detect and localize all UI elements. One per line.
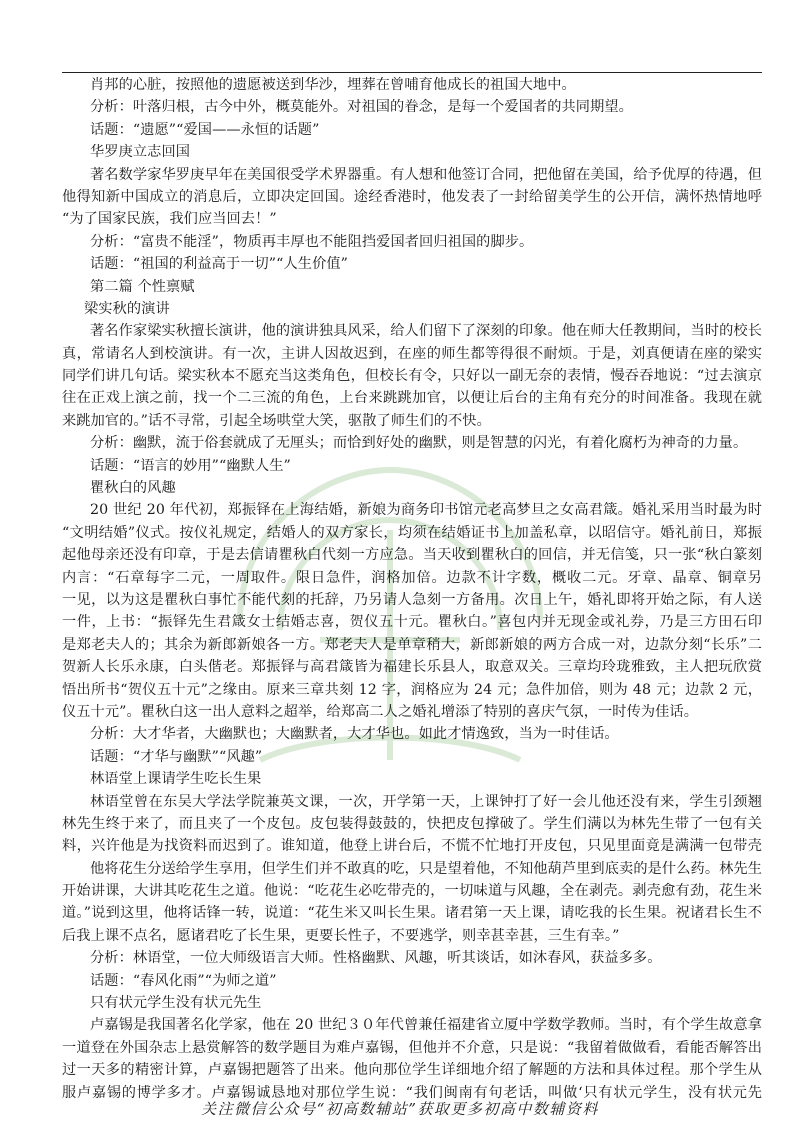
- text-line: 开始讲课，大讲其吃花生之道。他说：“吃花生必吃带壳的，一切味道与风趣，全在剥壳。剥壳愈有劲，花生米: [62, 883, 762, 900]
- text-line: 道。”说到这里，他将话锋一转，说道：“花生米又叫长生果。诸君第一天上课，请吃我的长生果。祝诸君长生不: [62, 905, 762, 922]
- text-line: “为了国家民族，我们应当回去！”: [62, 211, 277, 228]
- text-line: 瞿秋白的风趣: [90, 480, 176, 497]
- text-line: 话题：“春风化雨”“为师之道”: [90, 972, 277, 989]
- text-line: “文明结婚”仪式。按仪礼规定，结婚人的双方家长，均须在结婚证书上加盖私章，以昭信守。婚礼前日，郑振: [62, 524, 762, 541]
- text-line: 料，兴许他是为找资料而迟到了。谁知道，他登上讲台后，不慌不忙地打开皮包，只见里面竟是满满一包带壳: [62, 838, 762, 855]
- text-line: 林语堂曾在东吴大学法学院兼英文课，一次，开学第一天，上课钟打了好一会儿他还没有来，学生引颈翘: [90, 793, 762, 810]
- text-line: 过一天多的精密计算，卢嘉锡把题答了出来。他向那位学生详细地介绍了解题的方法和具体过程。那个学生从: [62, 1062, 762, 1079]
- text-line: 分析：林语堂，一位大师级语言大师。性格幽默、风趣，听其谈话，如沐春风，获益多多。: [90, 950, 662, 967]
- text-line: 服卢嘉锡的博学多才。卢嘉锡诚恳地对那位学生说：“我们闽南有句老话，叫做‘只有状元学生，没有状元先: [62, 1084, 762, 1101]
- text-line: 分析：大才华者，大幽默也；大幽默者，大才华也。如此才情逸致，当为一时佳话。: [90, 726, 619, 743]
- text-line: 著名数学家华罗庚早年在美国很受学术界器重。有人想和他签订合同，把他留在美国，给予优厚的待遇，但: [90, 166, 762, 183]
- text-line: 他将花生分送给学生享用，但学生们并不敢真的吃，只是望着他，不知他葫芦里到底卖的是什么药。林先生: [90, 860, 762, 877]
- text-line: 分析：叶落归根，古今中外，概莫能外。对祖国的眷念，是每一个爱国者的共同期望。: [90, 99, 633, 116]
- text-line: 起他母亲还没有印章，于是去信请瞿秋白代刻一方应急。当天收到瞿秋白的回信，并无信笺，只一张“秋白篆刻: [62, 547, 762, 564]
- text-line: 卢嘉锡是我国著名化学家，他在 20 世纪３０年代曾兼任福建省立厦中学数学教师。当时，有个学生故意拿: [90, 1017, 762, 1034]
- text-line: 话题：“语言的妙用”“幽默人生”: [90, 457, 291, 474]
- text-line: 只有状元学生没有状元先生: [90, 995, 262, 1012]
- footer-note: 关注微信公众号“初高数辅站”获取更多初高中数辅资料: [201, 1100, 599, 1118]
- text-line: 梁实秋的演讲: [84, 300, 170, 317]
- text-line: 话题：“遗愿”“爱国——永恒的话题”: [90, 121, 320, 138]
- text-line: 肖邦的心脏，按照他的遗愿被送到华沙，埋葬在曾哺育他成长的祖国大地中。: [90, 77, 576, 93]
- text-line: 他得知新中国成立的消息后，立即决定回国。途经香港时，他发表了一封给留美学生的公开信，满怀热情地呼: [62, 188, 762, 205]
- text-line: 分析：“富贵不能淫”，物质再丰厚也不能阻挡爱国者回归祖国的脚步。: [90, 233, 534, 250]
- text-line: 著名作家梁实秋擅长演讲，他的演讲独具风采，给人们留下了深刻的印象。他在师大任教期间，当时的校长: [90, 323, 762, 340]
- text-line: 内言：“石章每字二元，一周取件。限日急件，润格加倍。边款不计字数，概收二元。牙章、晶章、铜章另: [62, 569, 762, 586]
- text-line: 往在正戏上演之前，找一个二三流的角色，上台来跳跳加官，以便让后台的主角有充分的时间准备。我现在就: [62, 390, 762, 407]
- text-line: 后我上课不点名，愿诸君吃了长生果，更要长性子，不要逃学，则幸甚幸甚，三生有幸。”: [62, 927, 620, 944]
- text-line: 一见，以为这是瞿秋白事忙不能代刻的托辞，乃另请人急刻一方备用。次日上午，婚礼即将开始之际，有人送: [62, 591, 762, 608]
- text-line: 贺新人长乐永康，白头偕老。郑振铎与高君箴皆为福建长乐县人，取意双关。三章均玲珑雅致，主人把玩欣赏: [62, 659, 762, 676]
- text-line: 仪五十元”。瞿秋白这一出人意料之超举，给郑高二人之婚礼增添了特别的喜庆气氛，一时传为佳话。: [62, 703, 699, 720]
- text-line: 华罗庚立志回国: [90, 144, 191, 161]
- text-line: 话题：“祖国的利益高于一切”“人生价值”: [90, 256, 349, 273]
- text-line: 一件，上书：“振铎先生君箴女士结婚志喜，贺仪五十元。瞿秋白。”喜包内并无现金或礼券，乃是三方田石印: [62, 614, 762, 631]
- text-line: 是郑老夫人的；其余为新郎新娘各一方。郑老夫人是单章稍大，新郎新娘的两方合成一对，边款分刻“长乐”二: [62, 636, 762, 653]
- text-line: 林先生终于来了，而且夹了一个皮包。皮包装得鼓鼓的，快把皮包撑破了。学生们满以为林先生带了一包有关: [62, 815, 762, 832]
- text-line: 一道登在外国杂志上悬赏解答的数学题目为难卢嘉锡，但他并不介意，只是说：“我留着做做看，看能否解答出: [62, 1039, 762, 1056]
- text-line: 话题：“才华与幽默”“风趣”: [90, 748, 263, 765]
- text-line: 第二篇 个性禀赋: [90, 278, 195, 295]
- text-line: 来跳加官的。”话不寻常，引起全场哄堂大笑，驱散了师生们的不快。: [62, 412, 491, 429]
- text-line: 林语堂上课请学生吃长生果: [90, 771, 262, 788]
- text-line: 同学们讲几句话。梁实秋本不愿充当这类角色，但校长有令，只好以一副无奈的表情，慢吞吞地说：“过去演京: [62, 368, 762, 385]
- header-rule: [62, 72, 762, 73]
- text-line: 20 世纪 20 年代初，郑振铎在上海结婚，新娘为商务印书馆元老高梦旦之女高君箴。婚礼采用当时最为时: [90, 502, 762, 519]
- document-body: [62, 74, 762, 1104]
- text-line: 分析：幽默，流于俗套就成了无厘头；而恰到好处的幽默，则是智慧的闪光，有着化腐朽为神奇的力量。: [90, 435, 748, 452]
- text-line: 悟出所书“贺仪五十元”之缘由。原来三章共刻 12 字，润格应为 24 元；急件加倍，则为 48 元；边款 2 元，: [62, 681, 762, 698]
- text-line: 真，常请名人到校演讲。有一次，主讲人因故迟到，在座的师生都等得很不耐烦。于是，刘真便请在座的梁实: [62, 345, 762, 362]
